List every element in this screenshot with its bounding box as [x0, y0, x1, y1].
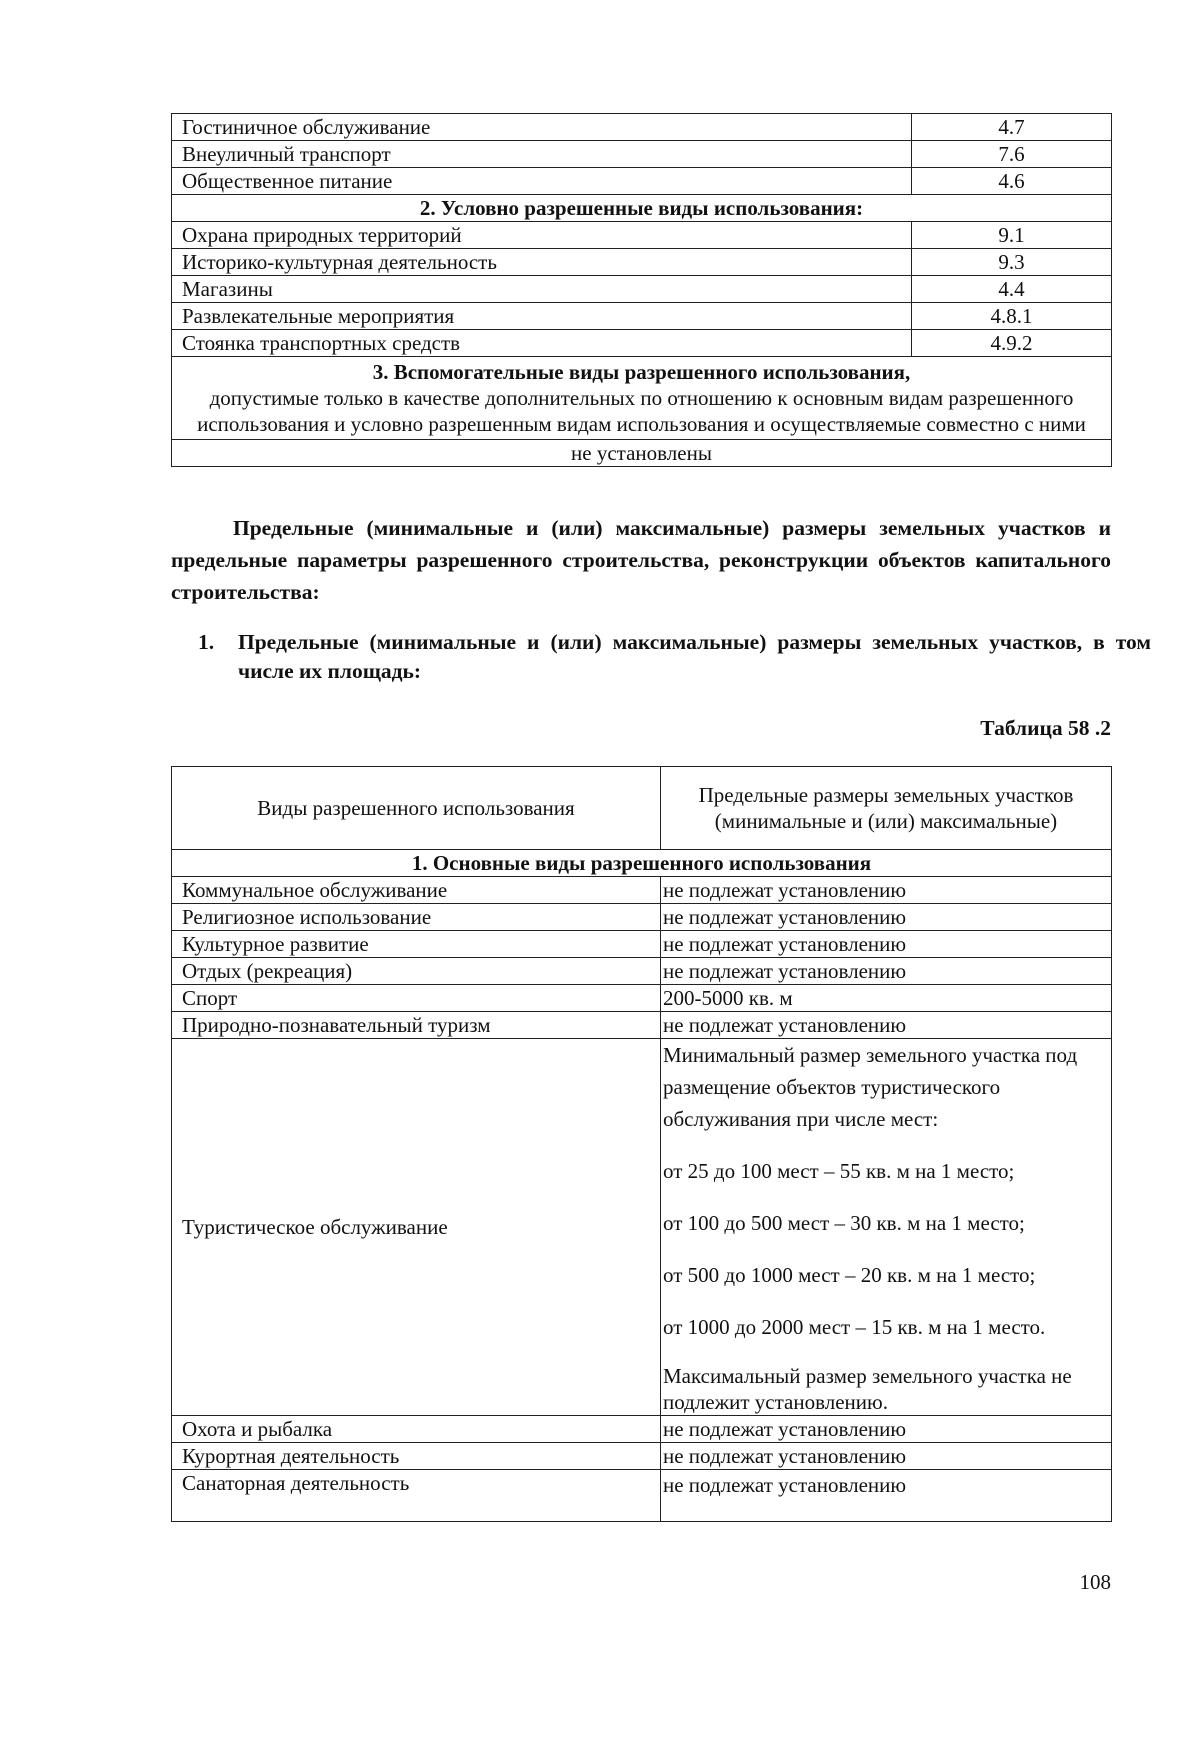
use-name: Туристическое обслуживание: [172, 1039, 661, 1416]
table-row: [172, 958, 1112, 985]
tourism-intro: Минимальный размер земельного участка под размещение объектов туристического обслуживания при числе мест:: [663, 1043, 1078, 1131]
size-value: 200-5000 кв. м: [661, 985, 1112, 1012]
table-row: [172, 1039, 1112, 1416]
use-name: Коммунальное обслуживание: [172, 877, 661, 904]
limits-heading-paragraph: Предельные (минимальные и (или) максимальные) размеры земельных участков и предельные параметры разрешенного строительства, реконструкции объектов капитального строительства:: [171, 516, 1111, 604]
use-code: 4.9.2: [912, 330, 1112, 357]
table-row: [172, 1443, 1112, 1470]
table-caption: Таблица 58 .2: [980, 716, 1111, 740]
tourism-item: от 100 до 500 мест – 30 кв. м на 1 место;: [663, 1211, 1025, 1235]
size-value: не подлежат установлению: [661, 931, 1112, 958]
table-row: [172, 114, 1112, 141]
use-code: 9.1: [912, 222, 1112, 249]
use-name: Санаторная деятельность: [172, 1470, 661, 1522]
use-code: 7.6: [912, 141, 1112, 168]
use-name: Отдых (рекреация): [172, 958, 661, 985]
table-row: [172, 1012, 1112, 1039]
section-header-row: [172, 357, 1112, 440]
tourism-max-note: Максимальный размер земельного участка не подлежит установлению.: [663, 1364, 1072, 1414]
table-row: [172, 168, 1112, 195]
section-header-row: [172, 850, 1112, 877]
use-name: Природно-познавательный туризм: [172, 1012, 661, 1039]
section-3-description: допустимые только в качестве дополнительных по отношению к основным видам разрешенного использования и условно разрешенным видам использования и осуществляемые совместно с ними: [197, 386, 1086, 436]
table-row: [172, 904, 1112, 931]
item-number: 1.: [198, 630, 215, 654]
section-3-cell: [172, 357, 1112, 440]
size-value: не подлежат установлению: [661, 877, 1112, 904]
numbered-item-1: [198, 628, 1151, 686]
not-set-value: не установлены: [172, 440, 1112, 467]
table-row: [172, 141, 1112, 168]
use-code: 4.8.1: [912, 303, 1112, 330]
use-name: Гостиничное обслуживание: [172, 114, 912, 141]
land-plot-size-table: [171, 766, 1112, 1522]
tourism-size-details: [661, 1039, 1112, 1416]
tourism-item: от 500 до 1000 мест – 20 кв. м на 1 место;: [663, 1263, 1036, 1287]
table-row: [172, 303, 1112, 330]
section-3-title: 3. Вспомогательные виды разрешенного использования,: [372, 360, 911, 384]
use-name: Религиозное использование: [172, 904, 661, 931]
table-row: [172, 985, 1112, 1012]
table-row: [172, 249, 1112, 276]
table-row: [172, 276, 1112, 303]
use-name: Стоянка транспортных средств: [172, 330, 912, 357]
tourism-item: от 25 до 100 мест – 55 кв. м на 1 место;: [663, 1159, 1015, 1183]
use-name: Магазины: [172, 276, 912, 303]
use-name: Общественное питание: [172, 168, 912, 195]
table-header-row: [172, 767, 1112, 850]
land-use-codes-table: [171, 113, 1112, 467]
table-row: [172, 222, 1112, 249]
use-name: Курортная деятельность: [172, 1443, 661, 1470]
section-2-title: 2. Условно разрешенные виды использования:: [172, 195, 1112, 222]
size-value: не подлежат установлению: [661, 1416, 1112, 1443]
section-header-row: [172, 195, 1112, 222]
section-1-title: 1. Основные виды разрешенного использования: [172, 850, 1112, 877]
use-code: 9.3: [912, 249, 1112, 276]
table-row: [172, 877, 1112, 904]
item-text: Предельные (минимальные и (или) максимальные) размеры земельных участков, в том числе их площадь:: [238, 630, 1151, 683]
use-name: Историко-культурная деятельность: [172, 249, 912, 276]
header-use-types: Виды разрешенного использования: [172, 767, 661, 850]
page-number: 108: [1079, 1570, 1111, 1594]
size-value: не подлежат установлению: [661, 1470, 1112, 1522]
use-code: 4.4: [912, 276, 1112, 303]
use-name: Охота и рыбалка: [172, 1416, 661, 1443]
size-value: не подлежат установлению: [661, 904, 1112, 931]
size-value: не подлежат установлению: [661, 1443, 1112, 1470]
size-value: не подлежат установлению: [661, 1012, 1112, 1039]
use-name: Развлекательные мероприятия: [172, 303, 912, 330]
use-name: Охрана природных территорий: [172, 222, 912, 249]
use-name: Внеуличный транспорт: [172, 141, 912, 168]
use-code: 4.6: [912, 168, 1112, 195]
use-name: Спорт: [172, 985, 661, 1012]
use-code: 4.7: [912, 114, 1112, 141]
table-row: [172, 330, 1112, 357]
tourism-item: от 1000 до 2000 мест – 15 кв. м на 1 место.: [663, 1315, 1046, 1339]
table-row: [172, 440, 1112, 467]
table-row: [172, 1470, 1112, 1522]
table-row: [172, 1416, 1112, 1443]
size-value: не подлежат установлению: [661, 958, 1112, 985]
table-row: [172, 931, 1112, 958]
use-name: Культурное развитие: [172, 931, 661, 958]
header-plot-sizes: Предельные размеры земельных участков (минимальные и (или) максимальные): [661, 767, 1112, 850]
